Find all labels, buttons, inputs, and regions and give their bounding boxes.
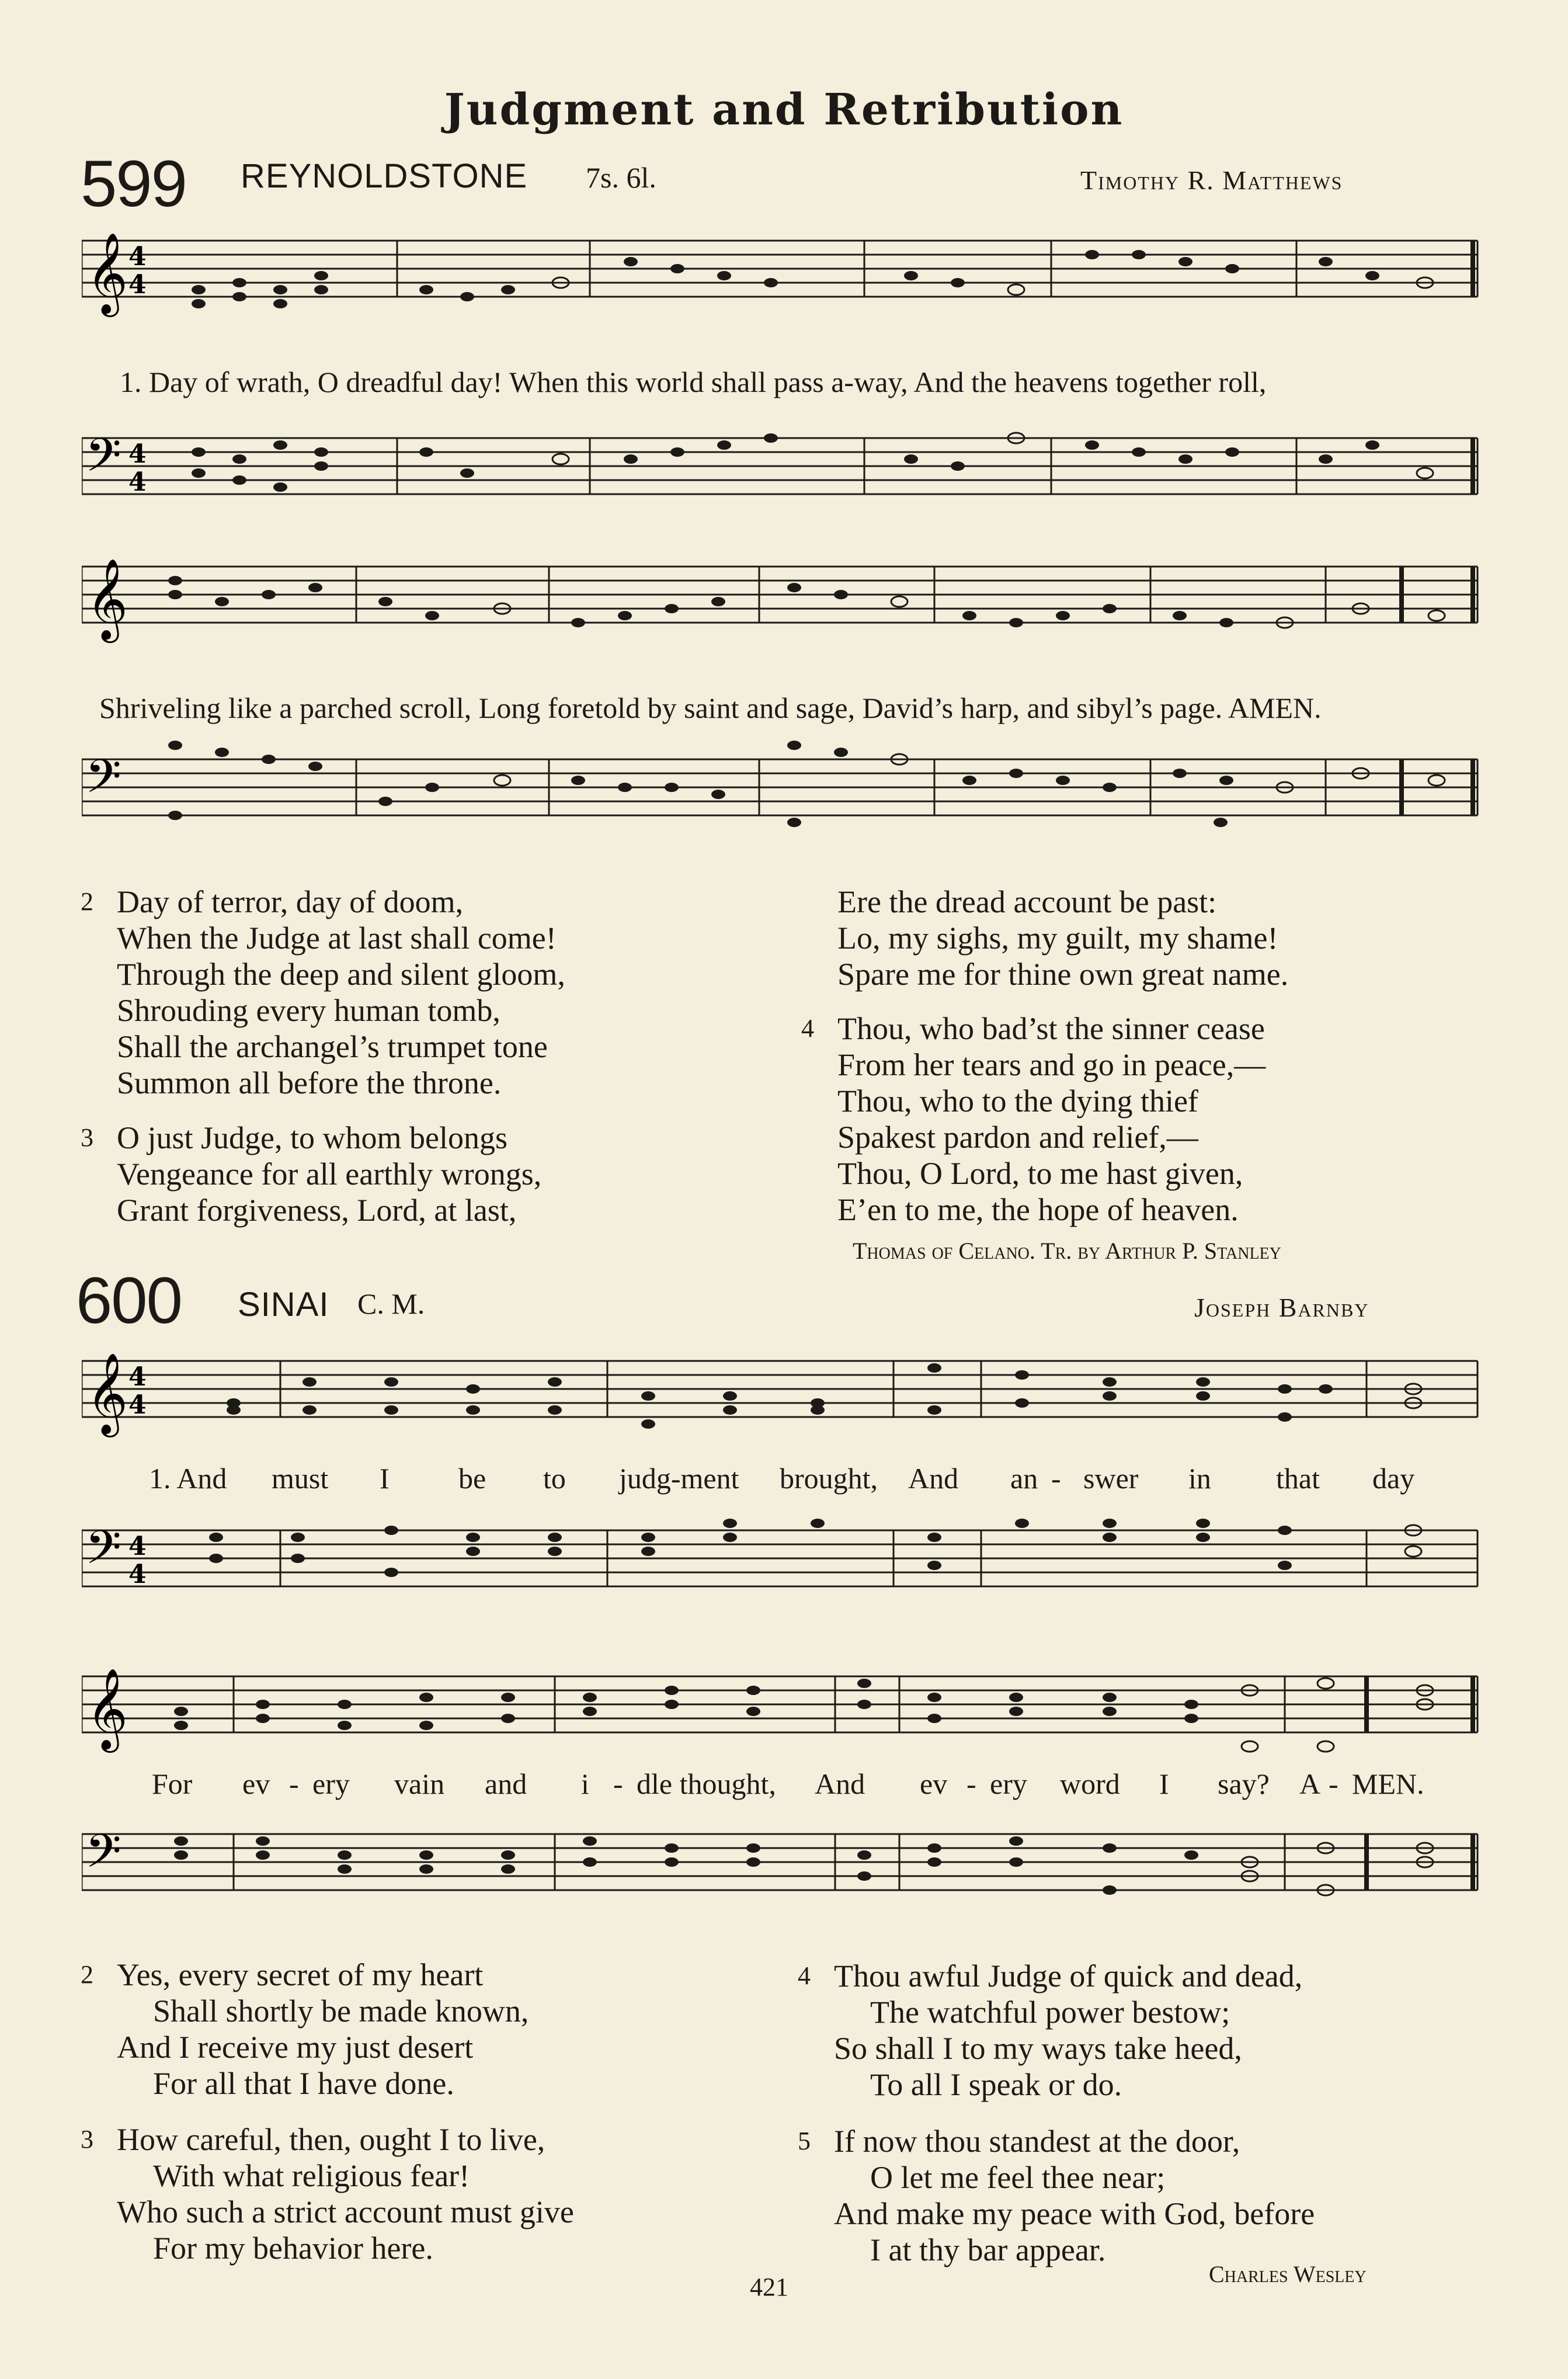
- page-number: 421: [750, 2273, 788, 2301]
- svg-text:4: 4: [128, 242, 147, 272]
- svg-text:4: 4: [128, 467, 147, 497]
- hymn600-verse-3: 3 How careful, then, ought I to live, With what religious fear! Who such a strict account must give For my behavior here.: [81, 2122, 574, 2266]
- svg-text:4: 4: [128, 1531, 147, 1561]
- hymn599-credit: Thomas of Celano. Tr. by Arthur P. Stanley: [853, 1238, 1281, 1264]
- section-title: Judgment and Retribution: [444, 85, 1124, 135]
- svg-text:𝄢: 𝄢: [85, 1824, 121, 1890]
- hymn599-verse-4: 4 Thou, who bad’st the sinner cease From her tears and go in peace,— Thou, who to the dying thief Spakest pardon and relief,— Thou, O Lord, to me hast given, E’en to me, the hope of heaven.: [801, 1011, 1266, 1227]
- hymn599-system1-treble: [82, 229, 1483, 375]
- meter: 7s. 6l.: [586, 161, 656, 194]
- hymn599-lyric-line1: 1. Day of wrath, O dreadful day! When this world shall pass a-way, And the heavens together roll,: [120, 366, 1267, 398]
- composer: Joseph Barnby: [1194, 1293, 1369, 1322]
- hymn599-lyric-line2: Shriveling like a parched scroll, Long foretold by saint and sage, David’s harp, and sibyl’s page. AMEN.: [99, 692, 1322, 724]
- svg-text:𝄢: 𝄢: [85, 749, 121, 815]
- hymn599-system1-bass: [82, 409, 1483, 543]
- svg-text:𝄞: 𝄞: [86, 1668, 128, 1749]
- svg-text:𝄞: 𝄞: [86, 558, 128, 640]
- svg-text:4: 4: [128, 1390, 147, 1420]
- tune-name: REYNOLDSTONE: [241, 157, 528, 195]
- hymn599-verse-2: 2 Day of terror, day of doom, When the Judge at last shall come! Through the deep and silent gloom, Shrouding every human tomb, Shall the archangel’s trumpet tone Summon all before the throne.: [81, 884, 565, 1100]
- svg-text:4: 4: [128, 270, 147, 300]
- hymn599-verse-3: 3 O just Judge, to whom belongs Vengeance for all earthly wrongs, Grant forgiveness, Lord, at last,: [81, 1120, 542, 1228]
- hymn600-verse-2: 2 Yes, every secret of my heart Shall shortly be made known, And I receive my just desert For all that I have done.: [81, 1957, 529, 2101]
- svg-text:𝄢: 𝄢: [85, 428, 121, 494]
- hymn599-system2-treble: [82, 555, 1483, 695]
- hymn599-system2-bass: [82, 730, 1483, 876]
- hymn600-system2-bass: [82, 1805, 1483, 1945]
- composer: Timothy R. Matthews: [1080, 165, 1343, 195]
- hymn599-verse-3-continued: Ere the dread account be past: Lo, my sighs, my guilt, my shame! Spare me for thine own great name.: [837, 884, 1289, 992]
- hymn600-verse-4: 4 Thou awful Judge of quick and dead, The watchful power bestow; So shall I to my ways take heed, To all I speak or do.: [798, 1958, 1303, 2102]
- hymn600-credit: Charles Wesley: [1209, 2261, 1367, 2287]
- svg-text:𝄞: 𝄞: [86, 1353, 128, 1434]
- hymn-number: 600: [76, 1264, 182, 1337]
- hymn600-system2-treble: [82, 1659, 1483, 1776]
- hymn600-system1-bass: [82, 1507, 1483, 1635]
- hymn-number: 599: [81, 147, 186, 220]
- svg-text:4: 4: [128, 1560, 147, 1589]
- svg-text:4: 4: [128, 439, 147, 469]
- tune-name: SINAI: [238, 1286, 329, 1324]
- svg-text:𝄢: 𝄢: [85, 1520, 121, 1586]
- svg-text:𝄞: 𝄞: [86, 232, 128, 314]
- hymn600-verse-5: 5 If now thou standest at the door, O let me feel thee near; And make my peace with God, before I at thy bar appear.: [798, 2124, 1315, 2267]
- svg-text:4: 4: [128, 1362, 147, 1392]
- meter: C. M.: [357, 1287, 425, 1320]
